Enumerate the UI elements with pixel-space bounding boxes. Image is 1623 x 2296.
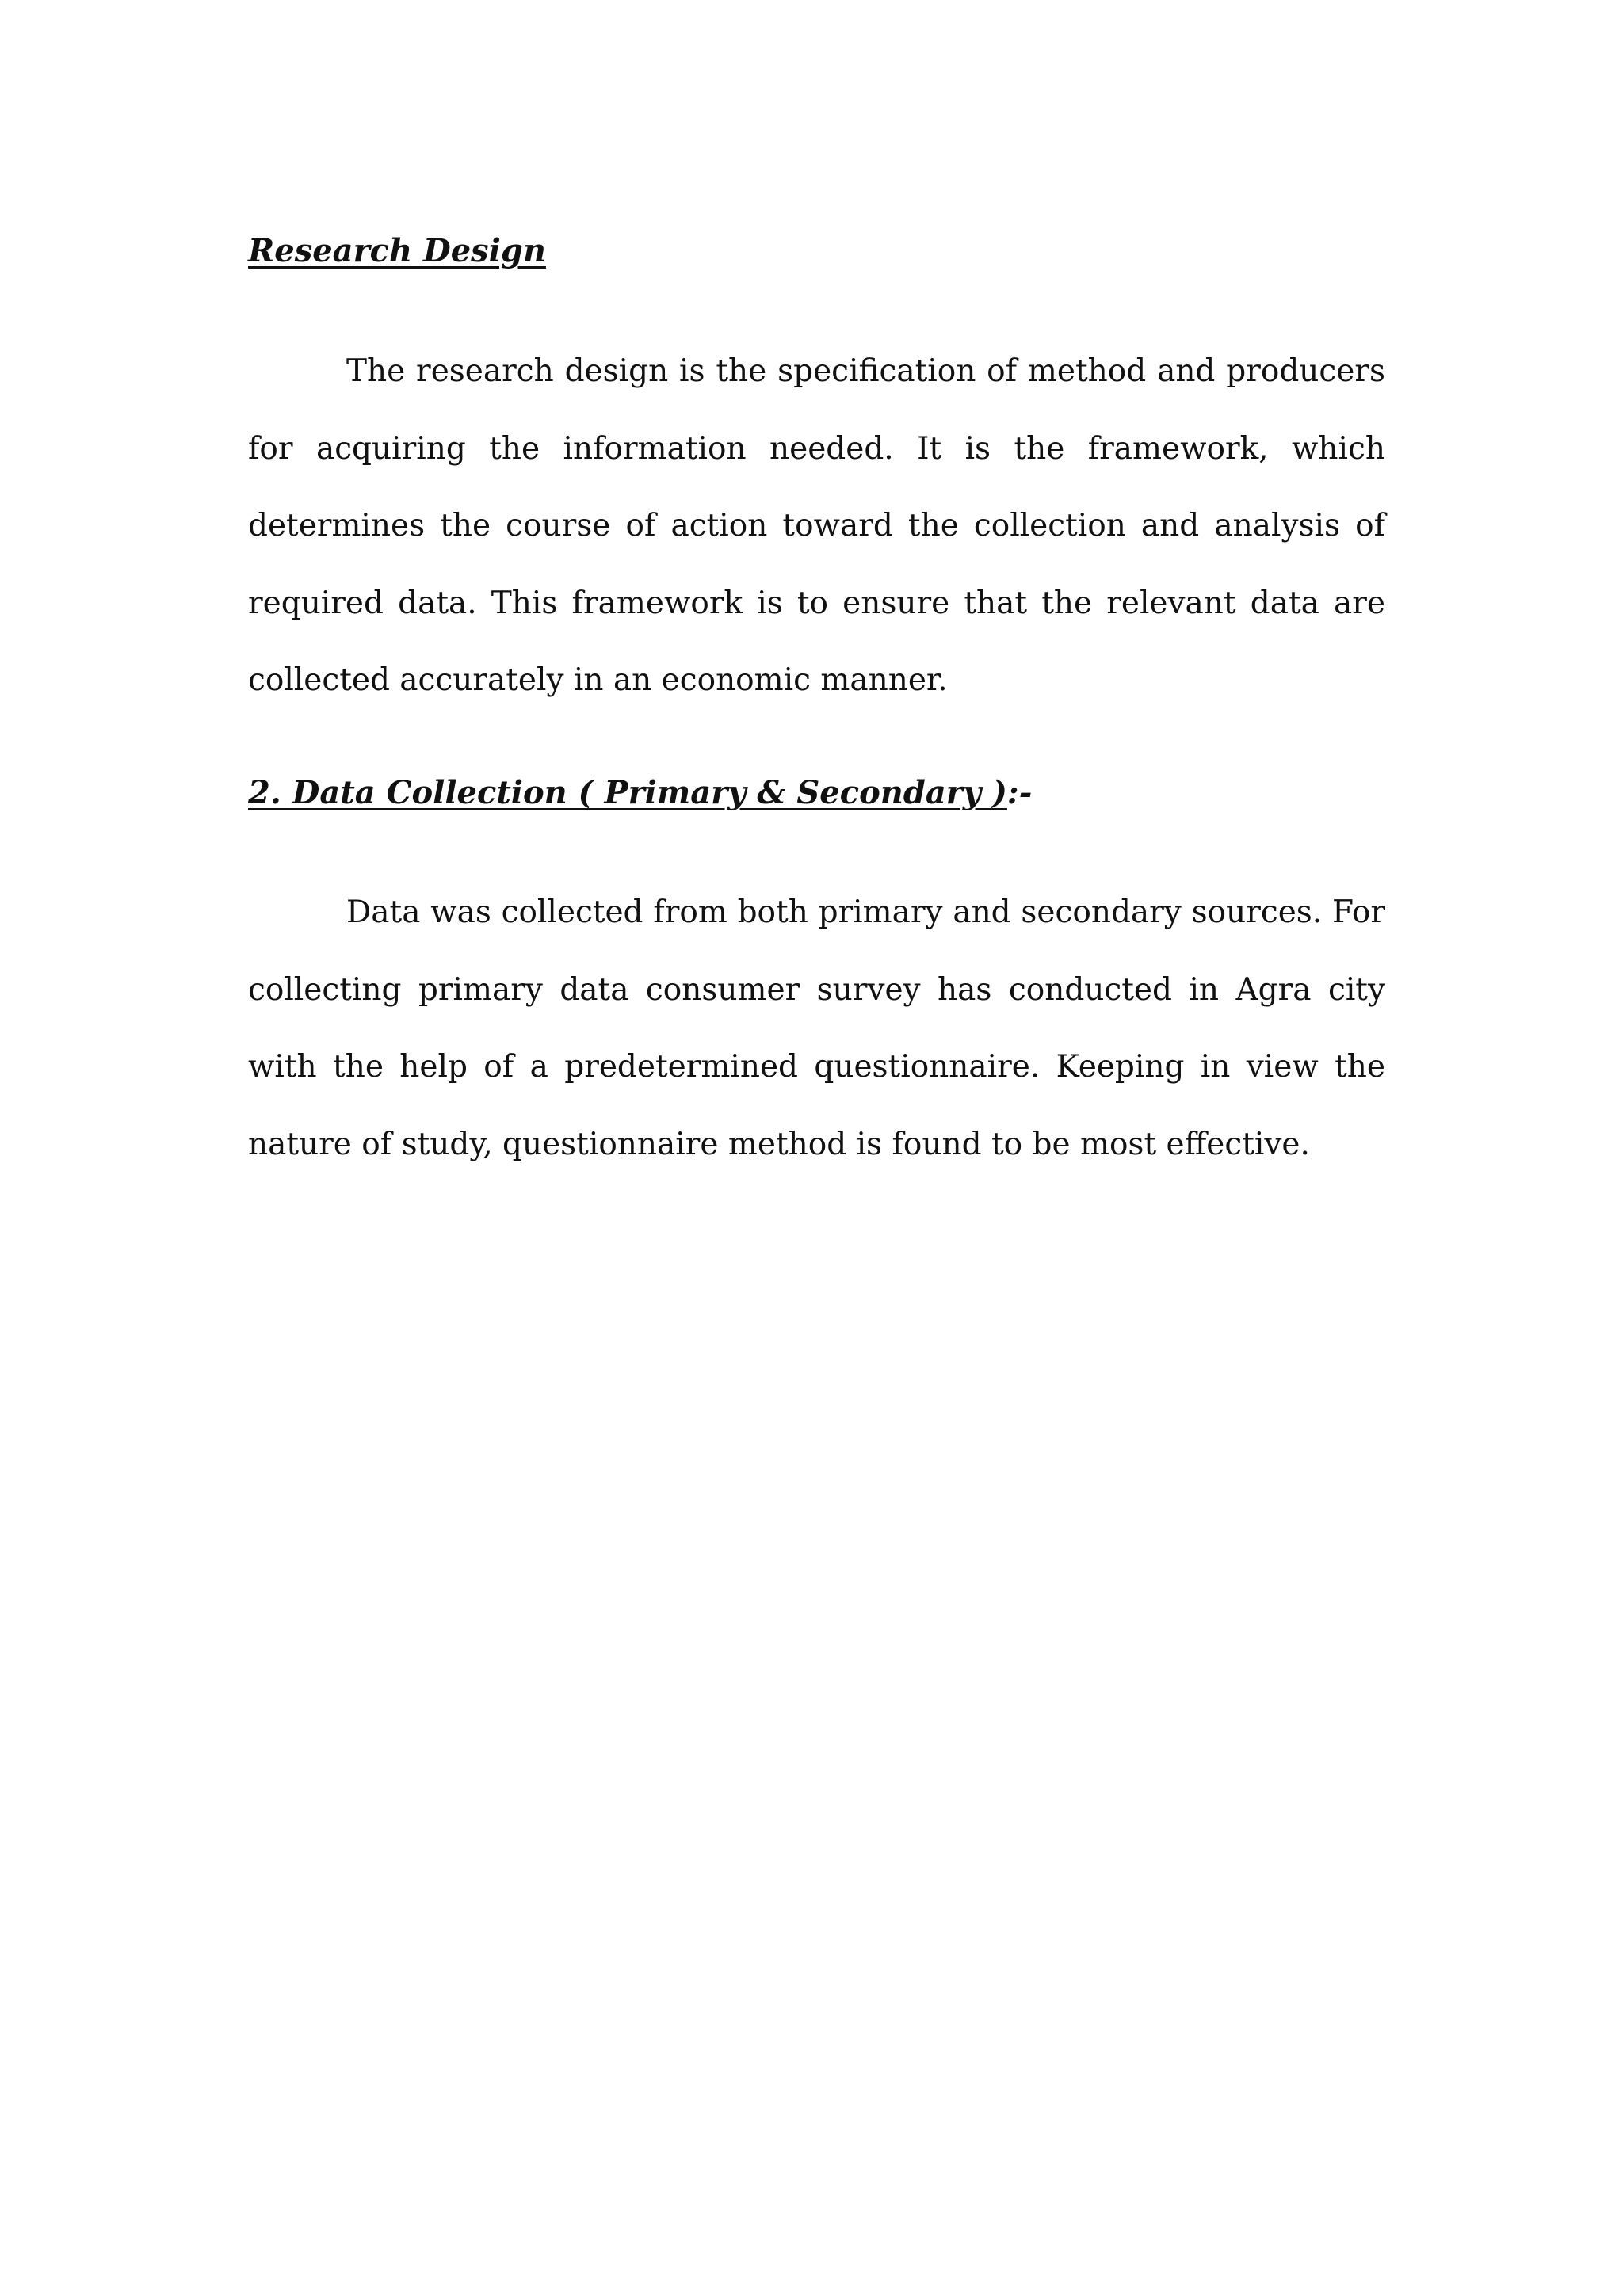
section-heading-suffix: :- bbox=[1006, 774, 1033, 811]
research-design-paragraph: The research design is the specification of method and producers for acquiring the information needed. It is the framework, which determines the course of action toward the collection and analysis of required data. This framework is to ensure that the relevant data are collected accurately in an economic manner. bbox=[248, 353, 1385, 698]
data-collection-paragraph: Data was collected from both primary and secondary sources. For collecting primary data consumer survey has conducted in Agra city with the help of a predetermined questionnaire. Keeping in view the nature of study, questionnaire method is found to be most effective. bbox=[248, 894, 1385, 1162]
section-heading-text: 2. Data Collection ( Primary & Secondary ) bbox=[248, 774, 1007, 811]
section-heading-data-collection bbox=[248, 774, 1033, 811]
section-heading-text: Research Design bbox=[248, 232, 546, 269]
section-heading-research-design bbox=[248, 232, 546, 269]
